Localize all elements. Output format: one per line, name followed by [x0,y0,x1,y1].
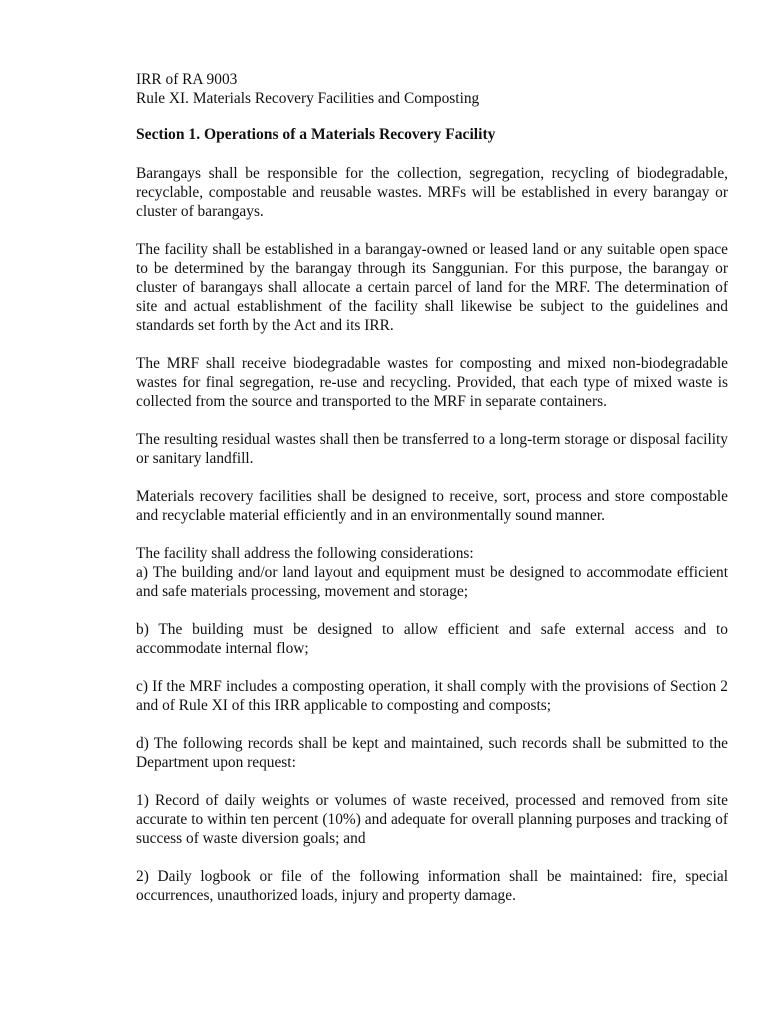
consideration-b: b) The building must be designed to allow efficient and safe external access and to accommodate internal flow; [136,621,728,657]
consideration-d: d) The following records shall be kept and maintained, such records shall be submitted to the Department upon request: [136,735,728,771]
section-title: Section 1. Operations of a Materials Recovery Facility [136,126,496,143]
paragraph-facility-design: Materials recovery facilities shall be designed to receive, sort, process and store compostable and recyclable material efficiently and in an environmentally sound manner. [136,488,728,524]
consideration-a: a) The building and/or land layout and equipment must be designed to accommodate efficient and safe materials processing, movement and storage; [136,564,728,600]
paragraph-facility-site: The facility shall be established in a barangay-owned or leased land or any suitable open space to be determined by the barangay through its Sanggunian. For this purpose, the barangay or cluster of barangays shall allocate a certain parcel of land for the MRF. The determination of site and actual establishment of the facility shall likewise be subject to the guidelines and standards set forth by the Act and its IRR. [136,241,728,334]
record-item-1: 1) Record of daily weights or volumes of waste received, processed and removed from site accurate to within ten percent (10%) and adequate for overall planning purposes and tracking of success of waste diversion goals; and [136,792,728,847]
paragraph-barangay-responsibility: Barangays shall be responsible for the collection, segregation, recycling of biodegradable, recyclable, compostable and reusable wastes. MRFs will be established in every barangay or cluster of barangays. [136,165,728,220]
paragraph-residual-wastes: The resulting residual wastes shall then be transferred to a long-term storage or disposal facility or sanitary landfill. [136,431,728,467]
record-item-2: 2) Daily logbook or file of the following information shall be maintained: fire, special occurrences, unauthorized loads, injury and property damage. [136,868,728,904]
document-header-rule: Rule XI. Materials Recovery Facilities and Composting [136,90,480,107]
paragraph-mrf-receive: The MRF shall receive biodegradable wastes for composting and mixed non-biodegradable wastes for final segregation, re-use and recycling. Provided, that each type of mixed waste is collected from the source and transported to the MRF in separate containers. [136,355,728,410]
document-header-title: IRR of RA 9003 [136,71,238,88]
considerations-intro: The facility shall address the following considerations: [136,545,474,562]
consideration-c: c) If the MRF includes a composting operation, it shall comply with the provisions of Section 2 and of Rule XI of this IRR applicable to composting and composts; [136,678,728,714]
